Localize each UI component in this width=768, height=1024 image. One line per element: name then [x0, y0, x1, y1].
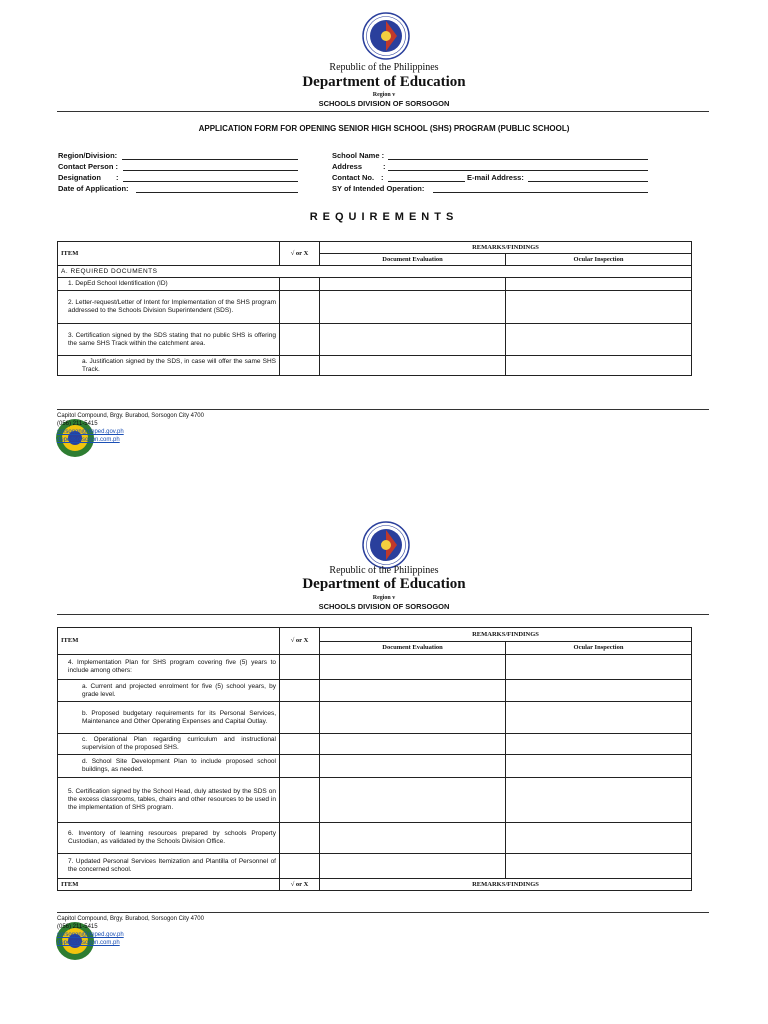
footer-block — [57, 915, 204, 947]
address-label: Address — [332, 162, 363, 171]
remarks-header: REMARKS/FINDINGS — [320, 628, 692, 642]
item-text: b. Proposed budgetary requirements for its Personal Services, Maintenance and Other Operating Expenses and Capital Outlay. — [58, 702, 280, 734]
item-text: 7. Updated Personal Services Itemization and Plantilla of Personnel of the concerned school. — [58, 854, 280, 879]
doc-eval-cell[interactable] — [320, 734, 506, 755]
item-text: 6. Inventory of learning resources prepared by schools Property Custodian, as validated by the Schools Division Office. — [58, 823, 280, 854]
table-row — [58, 356, 692, 376]
doc-eval-cell[interactable] — [320, 291, 506, 324]
page-2 — [0, 512, 768, 1024]
doc-eval-cell[interactable] — [320, 278, 506, 291]
doc-eval-header: Document Evaluation — [320, 254, 506, 266]
table-row — [58, 778, 692, 823]
check-cell[interactable] — [280, 854, 320, 879]
designation-label: Designation — [58, 173, 101, 182]
check-cell[interactable] — [280, 324, 320, 356]
item-text: a. Current and projected enrolment for five (5) school years, by grade level. — [58, 680, 280, 702]
address-field[interactable] — [388, 170, 648, 171]
table-row — [58, 680, 692, 702]
contact-person-label: Contact Person : — [58, 162, 119, 171]
requirements-table-page-1 — [57, 241, 692, 376]
check-cell[interactable] — [280, 655, 320, 680]
deped-seal-icon — [362, 521, 410, 569]
doc-eval-cell[interactable] — [320, 755, 506, 778]
footer-rule — [57, 912, 709, 913]
item-header: ITEM — [58, 242, 280, 266]
doc-eval-cell[interactable] — [320, 356, 506, 376]
check-cell[interactable] — [280, 823, 320, 854]
ocular-cell[interactable] — [506, 655, 692, 680]
footer-phone: (056) 211-5415 — [57, 924, 98, 930]
table-row — [58, 734, 692, 755]
table-row — [58, 823, 692, 854]
item-header-repeat: ITEM — [58, 879, 280, 891]
date-application-field[interactable] — [136, 192, 298, 193]
doc-eval-cell[interactable] — [320, 778, 506, 823]
ocular-cell[interactable] — [506, 755, 692, 778]
division-text: SCHOOLS DIVISION OF SORSOGON — [318, 602, 450, 611]
footer-address: Capitol Compound, Brgy. Burabod, Sorsogon City 4700 — [57, 916, 204, 922]
table-row — [58, 291, 692, 324]
check-cell[interactable] — [280, 778, 320, 823]
check-cell[interactable] — [280, 702, 320, 734]
contact-person-field[interactable] — [123, 170, 298, 171]
contact-no-colon: : — [381, 173, 384, 182]
footer-phone: (056) 211-5415 — [57, 421, 98, 427]
header-rule — [57, 614, 709, 615]
remarks-header: REMARKS/FINDINGS — [320, 242, 692, 254]
ocular-cell[interactable] — [506, 702, 692, 734]
check-cell[interactable] — [280, 680, 320, 702]
doc-eval-cell[interactable] — [320, 680, 506, 702]
ocular-header: Ocular Inspection — [506, 254, 692, 266]
department-title: Department of Education — [302, 576, 466, 592]
table-row — [58, 854, 692, 879]
check-header-repeat: √ or X — [280, 879, 320, 891]
header-rule — [57, 111, 709, 112]
designation-colon: : — [116, 173, 119, 182]
doc-eval-cell[interactable] — [320, 702, 506, 734]
table-row — [58, 278, 692, 291]
form-title: APPLICATION FORM FOR OPENING SENIOR HIGH SCHOOL (SHS) PROGRAM (PUBLIC SCHOOL) — [198, 124, 570, 133]
ocular-cell[interactable] — [506, 823, 692, 854]
item-text: 5. Certification signed by the School Head, duly attested by the SDS on the excess classrooms, tables, chairs and other resources to be used in the implementation of SHS program. — [58, 778, 280, 823]
doc-eval-cell[interactable] — [320, 823, 506, 854]
ocular-cell[interactable] — [506, 854, 692, 879]
table-row — [58, 755, 692, 778]
ocular-header: Ocular Inspection — [506, 642, 692, 655]
region-division-label: Region/Division: — [58, 151, 118, 160]
ocular-cell[interactable] — [506, 278, 692, 291]
footer-email-link[interactable]: sorsogon@deped.gov.ph — [57, 932, 124, 938]
ocular-cell[interactable] — [506, 734, 692, 755]
footer-email-link[interactable]: sorsogon@deped.gov.ph — [57, 429, 124, 435]
item-header: ITEM — [58, 628, 280, 655]
contact-no-field[interactable] — [388, 181, 465, 182]
item-text: 1. DepEd School Identification (ID) — [58, 278, 280, 291]
republic-text: Republic of the Philippines — [329, 565, 439, 576]
item-text: 4. Implementation Plan for SHS program covering five (5) years to include among others: — [58, 655, 280, 680]
sy-operation-label: SY of Intended Operation: — [332, 184, 425, 193]
section-a-label: A. REQUIRED DOCUMENTS — [58, 266, 692, 278]
doc-eval-header: Document Evaluation — [320, 642, 506, 655]
ocular-cell[interactable] — [506, 291, 692, 324]
footer-website-link[interactable]: depedsorsogon.com.ph — [57, 940, 120, 946]
doc-eval-cell[interactable] — [320, 854, 506, 879]
region-text: Region v — [372, 595, 396, 601]
check-header: √ or X — [280, 242, 320, 266]
contact-no-label: Contact No. — [332, 173, 375, 182]
item-text: 3. Certification signed by the SDS stating that no public SHS is offering the same SHS Track within the catchment area. — [58, 324, 280, 356]
table-row — [58, 324, 692, 356]
check-cell[interactable] — [280, 755, 320, 778]
doc-eval-cell[interactable] — [320, 324, 506, 356]
ocular-cell[interactable] — [506, 778, 692, 823]
designation-field[interactable] — [123, 181, 298, 182]
deped-seal-icon — [362, 12, 410, 60]
ocular-cell[interactable] — [506, 324, 692, 356]
department-title: Department of Education — [302, 74, 466, 90]
region-division-field[interactable] — [122, 159, 298, 160]
date-application-label: Date of Application: — [58, 184, 129, 193]
address-colon: : — [383, 162, 386, 171]
table-row — [58, 702, 692, 734]
division-text: SCHOOLS DIVISION OF SORSOGON — [318, 99, 450, 108]
school-name-field[interactable] — [388, 159, 648, 160]
item-text: a. Justification signed by the SDS, in case will offer the same SHS Track. — [58, 356, 280, 376]
email-field[interactable] — [528, 181, 648, 182]
requirements-title: REQUIREMENTS — [309, 211, 459, 223]
check-cell[interactable] — [280, 278, 320, 291]
check-cell[interactable] — [280, 356, 320, 376]
check-cell[interactable] — [280, 291, 320, 324]
footer-block — [57, 412, 204, 444]
school-name-label: School Name : — [332, 151, 385, 160]
republic-text: Republic of the Philippines — [329, 62, 439, 73]
item-text: 2. Letter-request/Letter of Intent for Implementation of the SHS program addressed to the Schools Division Superintendent (SDS). — [58, 291, 280, 324]
footer-rule — [57, 409, 709, 410]
check-cell[interactable] — [280, 734, 320, 755]
sy-operation-field[interactable] — [433, 192, 648, 193]
requirements-table-page-2 — [57, 627, 692, 891]
check-header: √ or X — [280, 628, 320, 655]
table-row — [58, 655, 692, 680]
item-text: c. Operational Plan regarding curriculum and instructional supervision of the proposed SHS. — [58, 734, 280, 755]
item-text: d. School Site Development Plan to include proposed school buildings, as needed. — [58, 755, 280, 778]
footer-website-link[interactable]: depedsorsogon.com.ph — [57, 437, 120, 443]
email-label: E-mail Address: — [467, 173, 524, 182]
ocular-cell[interactable] — [506, 680, 692, 702]
footer-address: Capitol Compound, Brgy. Burabod, Sorsogon City 4700 — [57, 413, 204, 419]
region-text: Region v — [372, 92, 396, 98]
ocular-cell[interactable] — [506, 356, 692, 376]
remarks-header-repeat: REMARKS/FINDINGS — [320, 879, 692, 891]
doc-eval-cell[interactable] — [320, 655, 506, 680]
